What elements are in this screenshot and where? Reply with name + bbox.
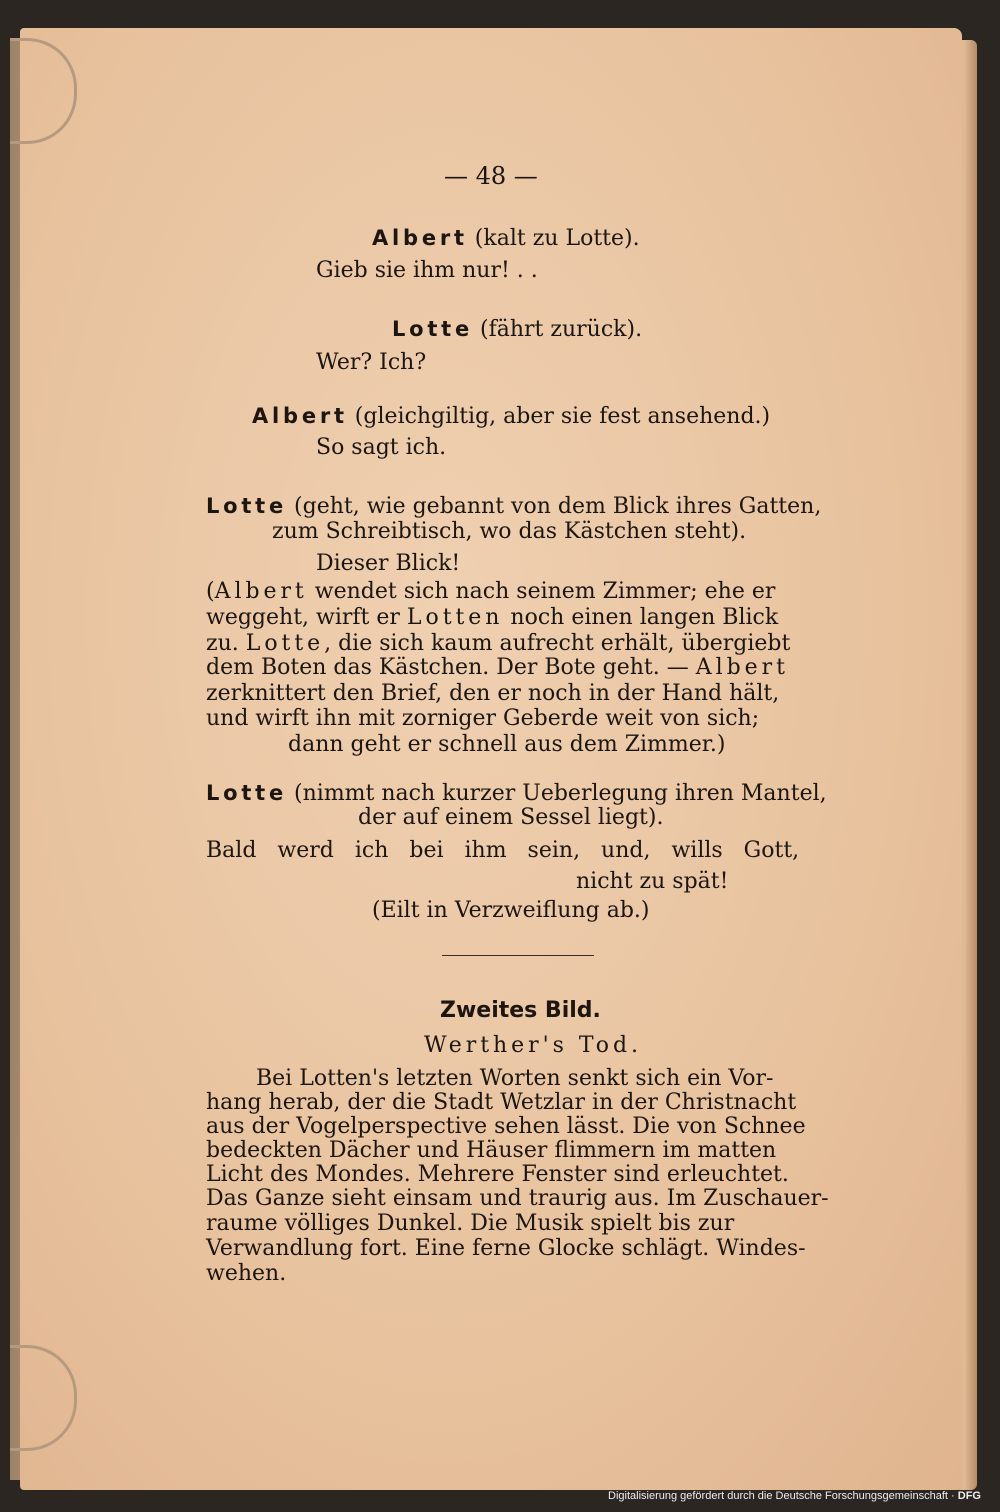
stage-direction: zum Schreibtisch, wo das Kästchen steht).: [272, 519, 747, 544]
dialogue-text: Wer? Ich?: [316, 350, 427, 375]
dialogue-line: [252, 404, 770, 429]
paragraph-line: wehen.: [206, 1261, 287, 1286]
page-number: — 48 —: [444, 162, 538, 190]
speaker-name: Lotte: [392, 317, 474, 341]
stage-direction: weggeht, wirft er Lotten noch einen langen Blick: [206, 605, 779, 630]
stage-direction: zu. Lotte, die sich kaum aufrecht erhält, übergiebt: [206, 631, 791, 656]
stage-direction: (kalt zu Lotte).: [467, 226, 640, 251]
stage-direction: der auf einem Sessel liegt).: [358, 805, 664, 830]
paragraph-line: Bei Lotten's letzten Worten senkt sich ein Vor-: [256, 1066, 774, 1091]
stage-direction: dann geht er schnell aus dem Zimmer.): [288, 732, 726, 757]
speaker-name: Albert: [252, 404, 348, 428]
paragraph-line: hang herab, der die Stadt Wetzlar in der Christnacht: [206, 1090, 797, 1115]
section-subtitle: Werther's Tod.: [424, 1033, 642, 1058]
dialogue-line: [372, 226, 640, 251]
stage-direction: (geht, wie gebannt von dem Blick ihres Gatten,: [287, 494, 822, 519]
stage-direction: (nimmt nach kurzer Ueberlegung ihren Mantel,: [287, 781, 827, 806]
paragraph-line: Licht des Mondes. Mehrere Fenster sind erleuchtet.: [206, 1162, 789, 1187]
speaker-name: Lotte: [206, 781, 288, 805]
footer-text: Digitalisierung gefördert durch die Deutsche Forschungsgemeinschaft ·: [608, 1490, 955, 1502]
dialogue-text: nicht zu spät!: [576, 869, 729, 894]
stage-direction: (fährt zurück).: [473, 317, 643, 342]
digitization-footer: [608, 1490, 981, 1502]
stage-direction: und wirft ihn mit zorniger Geberde weit von sich;: [206, 706, 760, 731]
dialogue-text: Bald werd ich bei ihm sein, und, wills Gott,: [206, 838, 800, 863]
stage-direction: (Albert wendet sich nach seinem Zimmer; ehe er: [206, 579, 776, 604]
paragraph-line: bedeckten Dächer und Häuser flimmern im matten: [206, 1138, 777, 1163]
dialogue-line: [392, 317, 642, 342]
stage-direction: zerknittert den Brief, den er noch in der Hand hält,: [206, 681, 780, 706]
speaker-name: Albert: [372, 226, 468, 250]
dialogue-line: [206, 781, 827, 806]
dialogue-text: So sagt ich.: [316, 435, 447, 460]
paragraph-line: aus der Vogelperspective sehen lässt. Die von Schnee: [206, 1114, 806, 1139]
stage-direction: (gleichgiltig, aber sie fest ansehend.): [347, 404, 771, 429]
dfg-logo: DFG: [957, 1490, 981, 1502]
stage-direction: dem Boten das Kästchen. Der Bote geht. — Albert: [206, 655, 789, 680]
paragraph-line: Das Ganze sieht einsam und traurig aus. Im Zuschauer-: [206, 1186, 829, 1211]
paragraph-line: Verwandlung fort. Eine ferne Glocke schlägt. Windes-: [206, 1236, 806, 1261]
dialogue-line: [206, 494, 821, 519]
section-divider: [442, 955, 594, 956]
dialogue-text: Gieb sie ihm nur! . .: [316, 258, 538, 283]
speaker-name: Lotte: [206, 494, 288, 518]
dialogue-text: Dieser Blick!: [316, 551, 461, 576]
paragraph-line: raume völliges Dunkel. Die Musik spielt bis zur: [206, 1211, 735, 1236]
stage-direction: (Eilt in Verzweiflung ab.): [372, 898, 650, 923]
section-title: Zweites Bild.: [440, 998, 601, 1023]
